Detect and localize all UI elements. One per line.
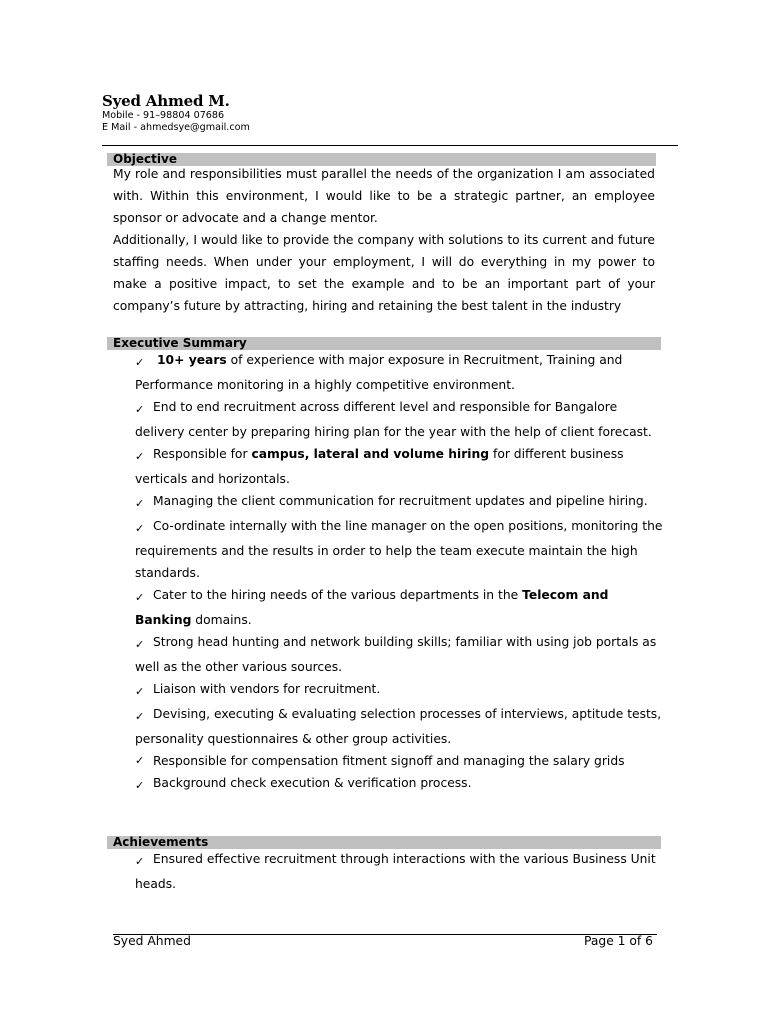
- achievements-list: [135, 848, 665, 895]
- list-item: ✓ Cater to the hiring needs of the various departments in the Telecom and Banking domains.: [135, 588, 609, 627]
- objective-paragraph-1: My role and responsibilities must parallel the needs of the organization I am associated with. Within this environment, I would like to be a strategic partner, an employee sponsor or advocate and a change mentor.: [113, 167, 655, 225]
- check-mark-icon: ✓: [135, 450, 145, 463]
- check-mark-icon: ✓: [135, 356, 145, 369]
- check-mark-icon: ✓: [135, 638, 145, 651]
- check-mark-icon: ✓: [135, 685, 145, 698]
- executive-summary-heading: Executive Summary: [107, 337, 661, 350]
- check-mark-icon: ✓: [135, 710, 145, 723]
- email-address: E Mail - ahmedsye@gmail.com: [102, 122, 250, 133]
- executive-summary-list: [135, 349, 665, 797]
- check-mark-icon: ✓: [135, 497, 145, 510]
- list-item: ✓ Ensured effective recruitment through interactions with the various Business Unit heads.: [135, 852, 656, 891]
- list-item: ✓ Devising, executing & evaluating selection processes of interviews, aptitude tests, personality questionnaires & other group activities.: [135, 707, 662, 746]
- objective-heading: Objective: [107, 153, 656, 166]
- list-item: ✓ 10+ years of experience with major exposure in Recruitment, Training and Performance monitoring in a highly competitive environment.: [135, 353, 623, 392]
- list-item: ✓ Liaison with vendors for recruitment.: [135, 678, 665, 703]
- list-item: ✓ Responsible for compensation fitment signoff and managing the salary grids: [135, 750, 665, 772]
- check-mark-icon: ✓: [135, 403, 145, 416]
- footer-name: Syed Ahmed: [113, 934, 191, 948]
- list-item: ✓ End to end recruitment across different level and responsible for Bangalore delivery center by preparing hiring plan for the year with the help of client forecast.: [135, 400, 652, 439]
- page-number: Page 1 of 6: [584, 934, 653, 948]
- resume-name: Syed Ahmed M.: [102, 92, 230, 110]
- list-item: ✓ Responsible for campus, lateral and volume hiring for different business verticals and horizontals.: [135, 447, 624, 486]
- check-mark-icon: ✓: [135, 591, 145, 604]
- check-mark-icon: ✓: [135, 779, 145, 792]
- check-mark-icon: ✓: [135, 754, 145, 767]
- list-item: ✓ Co-ordinate internally with the line manager on the open positions, monitoring the requirements and the results in order to help the team execute maintain the high standards.: [135, 519, 663, 580]
- check-mark-icon: ✓: [135, 522, 145, 535]
- mobile-number: Mobile - 91–98804 07686: [102, 110, 225, 121]
- footer-divider: [113, 934, 657, 935]
- objective-paragraph-2: Additionally, I would like to provide the company with solutions to its current and future staffing needs. When under your employment, I will do everything in my power to make a positive impact, to set the example and to be an important part of your company’s future by attracting, hiring and retaining the best talent in the industry: [113, 233, 655, 313]
- header-divider: [102, 145, 678, 146]
- achievements-heading: Achievements: [107, 836, 661, 849]
- check-mark-icon: ✓: [135, 855, 145, 868]
- list-item: ✓ Strong head hunting and network building skills; familiar with using job portals as well as the other various sources.: [135, 635, 657, 674]
- list-item: ✓ Managing the client communication for recruitment updates and pipeline hiring.: [135, 490, 665, 515]
- objective-text: [113, 163, 655, 317]
- list-item: ✓ Background check execution & verification process.: [135, 772, 665, 797]
